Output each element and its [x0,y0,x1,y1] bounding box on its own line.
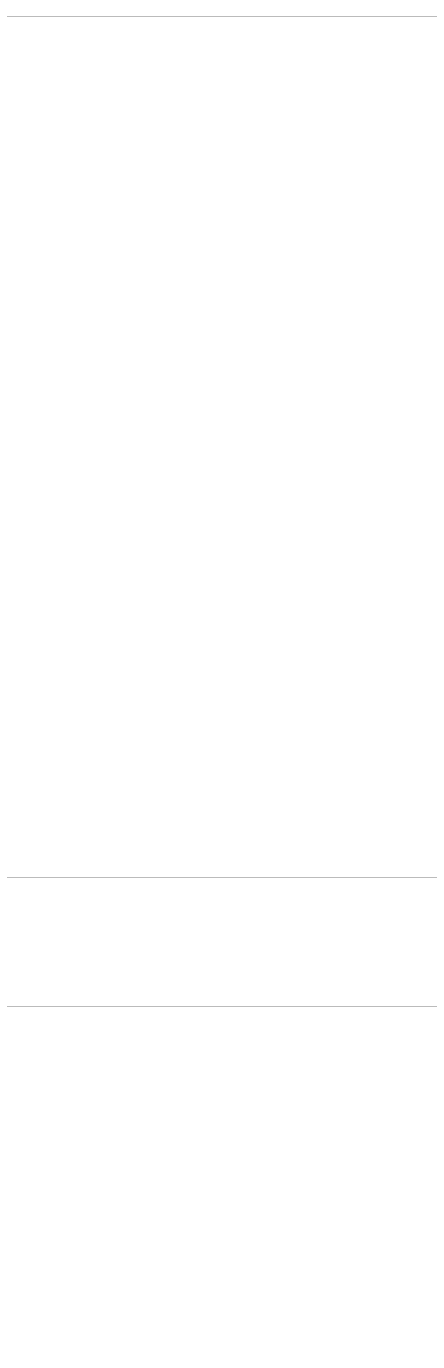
headline [7,17,437,47]
article-paragraph-2 [7,880,437,1004]
divider [7,1006,437,1007]
divider [7,877,437,878]
article-paragraph-3 [7,1009,437,1368]
previous-article-tail [7,2,437,17]
article-paragraph-1 [7,51,437,875]
